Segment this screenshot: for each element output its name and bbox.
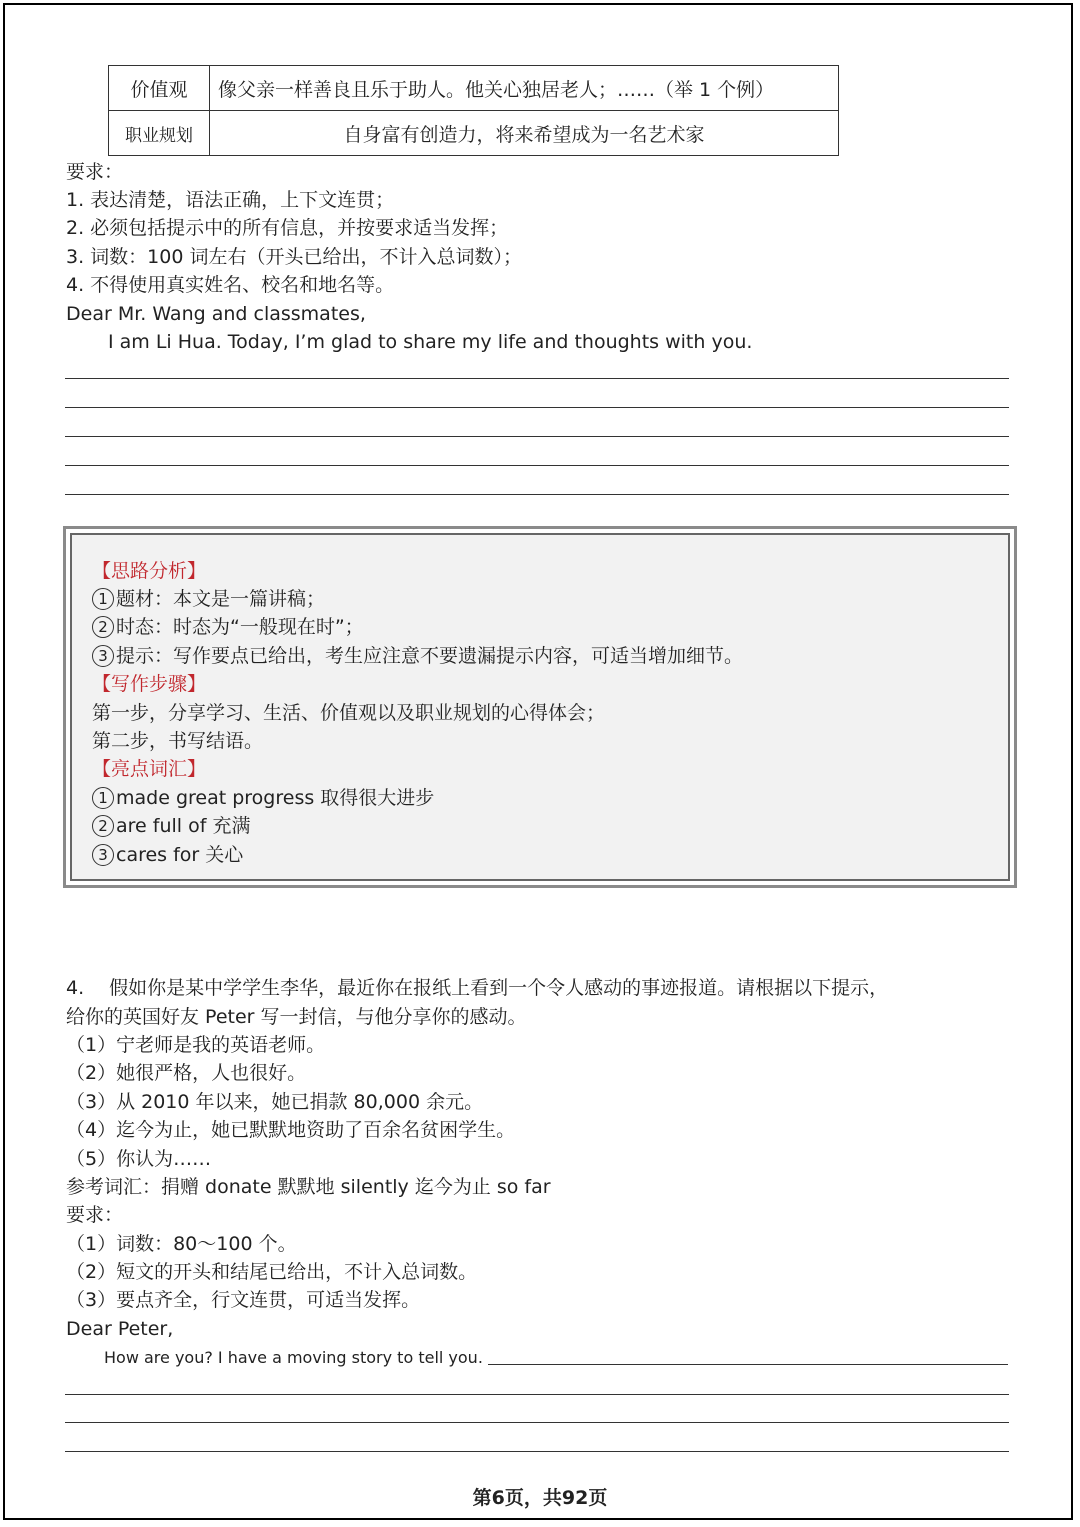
table-value: 像父亲一样善良且乐于助人。他关心独居老人；……（举 1 个例） xyxy=(210,66,839,111)
requirement-item: （3）要点齐全，行文连贯，可适当发挥。 xyxy=(66,1289,421,1311)
prompt-point: （2）她很严格，人也很好。 xyxy=(66,1062,307,1084)
analysis-item: 1 题材：本文是一篇讲稿； xyxy=(92,585,325,613)
prompt-point: （1）宁老师是我的英语老师。 xyxy=(66,1034,326,1056)
answer-line xyxy=(65,1394,1009,1395)
analysis-box xyxy=(63,526,1017,888)
vocab-heading: 【亮点词汇】 xyxy=(92,758,207,780)
circled-number: 3 xyxy=(92,844,114,866)
vocab-item: 3 cares for 关心 xyxy=(92,841,243,869)
circled-number: 3 xyxy=(92,645,114,667)
answer-line xyxy=(65,465,1009,466)
analysis-item: 3 提示：写作要点已给出，考生应注意不要遗漏提示内容，可适当增加细节。 xyxy=(92,642,743,670)
step-item: 第二步，书写结语。 xyxy=(92,730,264,752)
analysis-item: 2 时态：时态为“一般现在时”； xyxy=(92,613,364,641)
analysis-heading: 【思路分析】 xyxy=(92,560,207,582)
info-table xyxy=(108,65,839,156)
letter-salutation: Dear Peter, xyxy=(66,1318,174,1340)
answer-line xyxy=(65,436,1009,437)
requirements-title: 要求： xyxy=(66,161,124,183)
circled-number: 1 xyxy=(92,787,114,809)
table-row xyxy=(109,111,839,156)
circled-number: 1 xyxy=(92,588,114,610)
prompt-point: （4）迄今为止，她已默默地资助了百余名贫困学生。 xyxy=(66,1119,516,1141)
table-key: 价值观 xyxy=(109,66,210,111)
requirement-item: （2）短文的开头和结尾已给出，不计入总词数。 xyxy=(66,1261,478,1283)
answer-line xyxy=(65,1422,1009,1423)
prompt-point: （3）从 2010 年以来，她已捐款 80,000 余元。 xyxy=(66,1091,484,1113)
requirement-item: 3. 词数：100 词左右（开头已给出，不计入总词数）； xyxy=(66,246,522,268)
step-item: 第一步，分享学习、生活、价值观以及职业规划的心得体会； xyxy=(92,702,606,724)
prompt-point: （5）你认为…… xyxy=(66,1148,212,1170)
steps-heading: 【写作步骤】 xyxy=(92,673,207,695)
answer-line xyxy=(65,407,1009,408)
question-intro: 4. 假如你是某中学学生李华，最近你在报纸上看到一个令人感动的事迹报道。请根据以下提示， xyxy=(66,977,889,999)
circled-number: 2 xyxy=(92,815,114,837)
requirement-item: 1. 表达清楚，语法正确，上下文连贯； xyxy=(66,189,395,211)
letter-salutation: Dear Mr. Wang and classmates, xyxy=(66,303,366,325)
question-intro: 给你的英国好友 Peter 写一封信，与他分享你的感动。 xyxy=(66,1006,527,1028)
answer-line xyxy=(65,1451,1009,1452)
table-key: 职业规划 xyxy=(109,111,210,156)
requirements-title: 要求： xyxy=(66,1204,124,1226)
analysis-box-inner xyxy=(70,533,1010,881)
table-row xyxy=(109,66,839,111)
table-value: 自身富有创造力，将来希望成为一名艺术家 xyxy=(210,111,839,156)
requirement-item: （1）词数：80～100 个。 xyxy=(66,1233,297,1255)
letter-opening: I am Li Hua. Today, I’m glad to share my life and thoughts with you. xyxy=(108,331,753,353)
vocab-item: 1 made great progress 取得很大进步 xyxy=(92,784,434,812)
vocab-item: 2 are full of 充满 xyxy=(92,812,250,840)
reference-vocab: 参考词汇：捐赠 donate 默默地 silently 迄今为止 so far xyxy=(66,1176,551,1198)
answer-blank xyxy=(488,1346,1008,1365)
page-number: 第6页，共92页 xyxy=(472,1487,608,1509)
requirement-item: 2. 必须包括提示中的所有信息，并按要求适当发挥； xyxy=(66,217,509,239)
requirement-item: 4. 不得使用真实姓名、校名和地名等。 xyxy=(66,274,395,296)
answer-line xyxy=(65,378,1009,379)
answer-line xyxy=(65,494,1009,495)
circled-number: 2 xyxy=(92,616,114,638)
letter-opening: How are you? I have a moving story to tell you. xyxy=(104,1346,1008,1369)
